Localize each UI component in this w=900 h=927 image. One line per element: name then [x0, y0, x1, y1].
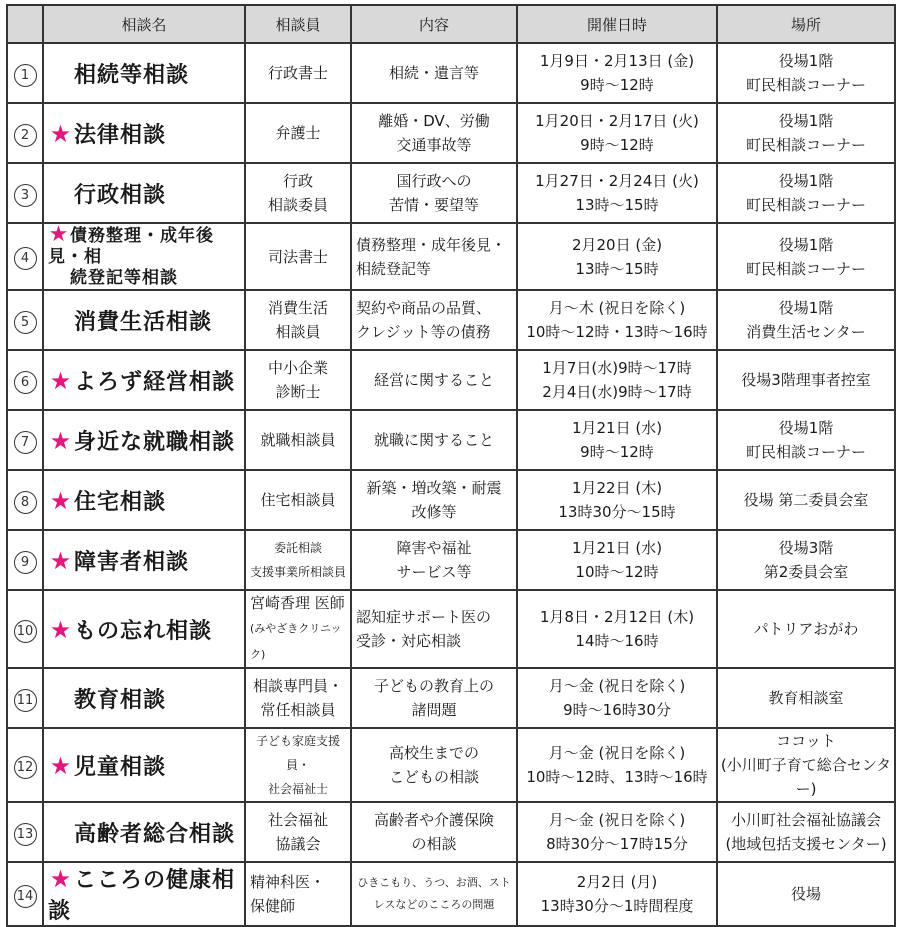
table-row	[7, 530, 895, 590]
date-line: 月～金 (祝日を除く)	[548, 744, 686, 762]
table-row	[7, 223, 895, 290]
staff-cell	[245, 163, 351, 223]
staff-line: 相談委員	[267, 196, 328, 214]
content-line: 交通事故等	[396, 136, 472, 154]
place-cell	[717, 410, 895, 470]
staff-line: 相談員	[275, 323, 321, 341]
table-row	[7, 668, 895, 728]
consultation-name-text: 身近な就職相談	[74, 429, 236, 455]
date-cell	[517, 802, 717, 862]
consultation-name	[43, 290, 245, 350]
consultation-name-text: 障害者相談	[74, 549, 190, 575]
content-line: の相談	[411, 835, 457, 853]
date-line: 2月4日(水)9時～17時	[542, 383, 692, 401]
star-icon: ★	[49, 546, 73, 575]
row-number	[7, 290, 43, 350]
header-place: 場所	[717, 5, 895, 43]
content-line: 改修等	[411, 503, 457, 521]
place-cell	[717, 530, 895, 590]
date-line: 1月8日・2月12日 (木)	[539, 608, 695, 626]
place-line: 役場1階	[778, 299, 834, 317]
consultation-name	[43, 350, 245, 410]
staff-cell	[245, 103, 351, 163]
date-line: 1月21日 (水)	[571, 539, 663, 557]
place-line: 小川町社会福祉協議会	[730, 811, 881, 829]
date-cell	[517, 350, 717, 410]
star-icon: ★	[49, 486, 73, 515]
content-line: 契約や商品の品質、	[356, 299, 492, 317]
date-line: 13時30分～15時	[558, 503, 676, 521]
consultation-name-text: 続登記等相談	[70, 268, 178, 288]
date-cell	[517, 290, 717, 350]
row-number	[7, 862, 43, 926]
table-row	[7, 350, 895, 410]
place-cell	[717, 668, 895, 728]
date-line: 13時30分～1時間程度	[540, 897, 694, 915]
place-cell	[717, 470, 895, 530]
place-cell	[717, 590, 895, 668]
consultation-name-text: 児童相談	[74, 754, 167, 780]
row-number	[7, 802, 43, 862]
place-line: ココット	[776, 732, 836, 750]
place-line: 町民相談コーナー	[745, 136, 866, 154]
staff-line: 保健師	[250, 897, 296, 915]
staff-cell	[245, 350, 351, 410]
row-number	[7, 668, 43, 728]
place-line: 第2委員会室	[763, 563, 849, 581]
consultation-name-text: 債務整理・成年後見・相	[48, 226, 214, 267]
content-line: 子どもの教育上の	[373, 677, 494, 695]
place-cell	[717, 43, 895, 103]
row-number	[7, 43, 43, 103]
place-cell	[717, 223, 895, 290]
date-cell	[517, 103, 717, 163]
place-cell	[717, 862, 895, 926]
star-icon: ★	[48, 222, 70, 247]
consultation-name-text: 教育相談	[74, 687, 167, 713]
content-line: 認知症サポート医の	[356, 608, 492, 626]
content-cell	[351, 802, 517, 862]
consultation-name	[43, 103, 245, 163]
date-line: 9時～12時	[580, 76, 654, 94]
header-date: 開催日時	[517, 5, 717, 43]
row-number	[7, 410, 43, 470]
table-row	[7, 43, 895, 103]
consultation-name-text: 相続等相談	[74, 62, 190, 88]
staff-line: 子ども家庭支援員・	[255, 734, 340, 772]
date-line: 10時～12時、13時～16時	[526, 768, 708, 786]
content-cell	[351, 530, 517, 590]
place-line: 役場3階	[778, 539, 834, 557]
staff-line: 常任相談員	[260, 701, 336, 719]
place-line: 役場1階	[778, 419, 834, 437]
date-line: 8時30分～17時15分	[546, 835, 688, 853]
place-cell	[717, 728, 895, 802]
date-line: 1月21日 (水)	[571, 419, 663, 437]
date-line: 1月27日・2月24日 (火)	[535, 172, 699, 190]
content-line: 苦情・要望等	[388, 196, 479, 214]
staff-line: 精神科医・	[250, 873, 326, 891]
place-line: 町民相談コーナー	[745, 76, 866, 94]
table-row	[7, 410, 895, 470]
header-num	[7, 5, 43, 43]
row-number	[7, 163, 43, 223]
place-line: 町民相談コーナー	[745, 196, 866, 214]
staff-line: 行政書士	[267, 64, 328, 82]
staff-cell	[245, 470, 351, 530]
content-cell	[351, 223, 517, 290]
date-line: 2月20日 (金)	[571, 235, 663, 254]
place-cell	[717, 290, 895, 350]
date-cell	[517, 163, 717, 223]
table-row	[7, 590, 895, 668]
date-cell	[517, 410, 717, 470]
star-icon: ★	[49, 366, 73, 395]
row-number-badge: 10	[14, 620, 37, 643]
staff-line: 弁護士	[275, 124, 321, 142]
header-row	[7, 5, 895, 43]
content-line: ひきこもり、うつ、お酒、スト	[357, 876, 511, 889]
table-row	[7, 802, 895, 862]
star-icon: ★	[49, 615, 73, 644]
row-number-badge: 7	[14, 431, 37, 454]
place-line: 教育相談室	[768, 689, 844, 707]
table-row	[7, 728, 895, 802]
staff-line: (みやざきクリニック)	[250, 622, 342, 661]
staff-cell	[245, 223, 351, 290]
row-number-badge: 2	[14, 124, 37, 147]
place-line: 役場1階	[778, 172, 834, 190]
row-number-badge: 12	[14, 756, 37, 779]
table-row	[7, 103, 895, 163]
staff-line: 社会福祉士	[267, 782, 328, 796]
staff-cell	[245, 530, 351, 590]
date-line: 1月7日(水)9時～17時	[542, 359, 692, 377]
content-cell	[351, 290, 517, 350]
consultation-name-text: 法律相談	[74, 122, 167, 148]
date-line: 月～金 (祝日を除く)	[548, 811, 686, 829]
place-line: 役場	[790, 885, 821, 903]
content-line: 相続登記等	[356, 259, 432, 278]
header-name: 相談名	[43, 5, 245, 43]
row-number	[7, 223, 43, 290]
consultation-name	[43, 223, 245, 290]
staff-line: 消費生活	[267, 299, 328, 317]
content-line: 高校生までの	[388, 744, 479, 762]
row-number	[7, 728, 43, 802]
consultation-name	[43, 802, 245, 862]
place-line: 消費生活センター	[746, 323, 866, 341]
row-number-badge: 5	[14, 311, 37, 334]
content-cell	[351, 350, 517, 410]
consultation-name	[43, 862, 245, 926]
date-line: 1月22日 (木)	[571, 479, 663, 497]
row-number-badge: 14	[14, 885, 37, 908]
staff-line: 協議会	[275, 835, 321, 853]
consultation-name	[43, 43, 245, 103]
row-number	[7, 103, 43, 163]
place-line: 役場1階	[778, 52, 834, 70]
date-cell	[517, 223, 717, 290]
consultation-name-text: 住宅相談	[74, 489, 167, 515]
header-content: 内容	[351, 5, 517, 43]
row-number-badge: 13	[14, 823, 37, 846]
date-line: 10時～12時・13時～16時	[526, 323, 708, 341]
consultation-name	[43, 163, 245, 223]
staff-cell	[245, 290, 351, 350]
content-cell	[351, 410, 517, 470]
row-number	[7, 350, 43, 410]
consultation-name	[43, 530, 245, 590]
consultation-table	[6, 4, 896, 927]
content-line: 離婚・DV、労働	[378, 112, 490, 130]
content-line: 相続・遺言等	[388, 64, 479, 82]
content-line: こどもの相談	[388, 768, 479, 786]
date-cell	[517, 590, 717, 668]
content-line: 諸問題	[411, 701, 457, 719]
content-line: 受診・対応相談	[356, 632, 462, 650]
content-cell	[351, 163, 517, 223]
staff-line: 住宅相談員	[260, 491, 336, 509]
place-line: (小川町子育て総合センター)	[720, 756, 892, 798]
place-line: 役場 第二委員会室	[743, 491, 869, 509]
staff-line: 診断士	[275, 383, 321, 401]
content-line: 高齢者や介護保険	[373, 811, 494, 829]
consultation-name	[43, 728, 245, 802]
date-cell	[517, 862, 717, 926]
place-cell	[717, 103, 895, 163]
date-line: 13時～15時	[575, 196, 659, 214]
consultation-name-text: 高齢者総合相談	[74, 821, 236, 847]
table-row	[7, 163, 895, 223]
staff-line: 行政	[282, 172, 313, 190]
staff-line: 司法書士	[267, 247, 328, 266]
content-cell	[351, 43, 517, 103]
content-cell	[351, 470, 517, 530]
content-line: サービス等	[396, 563, 472, 581]
content-line: 経営に関すること	[373, 371, 494, 389]
place-line: 役場1階	[778, 235, 834, 254]
place-cell	[717, 350, 895, 410]
consultation-name	[43, 668, 245, 728]
content-line: 就職に関すること	[373, 431, 494, 449]
place-line: (地域包括支援センター)	[725, 835, 887, 853]
date-cell	[517, 470, 717, 530]
staff-line: 中小企業	[267, 359, 328, 377]
date-line: 13時～15時	[575, 259, 659, 278]
row-number	[7, 590, 43, 668]
place-line: 町民相談コーナー	[745, 443, 866, 461]
consultation-name	[43, 470, 245, 530]
consultation-name-text: こころの健康相談	[48, 868, 236, 924]
consultation-name-text: もの忘れ相談	[74, 618, 213, 644]
consultation-name-text: 行政相談	[74, 182, 167, 208]
date-line: 月～木 (祝日を除く)	[548, 299, 686, 317]
staff-cell	[245, 862, 351, 926]
consultation-name	[43, 410, 245, 470]
row-number-badge: 9	[14, 551, 37, 574]
row-number-badge: 3	[14, 184, 37, 207]
row-number-badge: 6	[14, 371, 37, 394]
row-number-badge: 4	[14, 247, 37, 270]
table-row	[7, 290, 895, 350]
content-cell	[351, 728, 517, 802]
staff-cell	[245, 668, 351, 728]
staff-cell	[245, 590, 351, 668]
staff-line: 宮崎香理 医師	[250, 594, 345, 612]
table-row	[7, 470, 895, 530]
place-cell	[717, 802, 895, 862]
place-cell	[717, 163, 895, 223]
date-line: 9時～12時	[580, 443, 654, 461]
staff-line: 支援事業所相談員	[249, 565, 346, 579]
table-row	[7, 862, 895, 926]
consultation-name	[43, 590, 245, 668]
row-number-badge: 11	[14, 689, 37, 712]
staff-cell	[245, 43, 351, 103]
staff-cell	[245, 728, 351, 802]
content-line: 債務整理・成年後見・	[356, 235, 507, 254]
staff-line: 就職相談員	[260, 431, 336, 449]
row-number	[7, 530, 43, 590]
content-line: レスなどのこころの問題	[373, 898, 495, 911]
date-line: 1月20日・2月17日 (火)	[535, 112, 699, 130]
place-line: 役場1階	[778, 112, 834, 130]
staff-line: 委託相談	[273, 541, 322, 555]
consultation-name-text: 消費生活相談	[74, 309, 213, 335]
row-number-badge: 1	[14, 64, 37, 87]
content-cell	[351, 668, 517, 728]
staff-cell	[245, 410, 351, 470]
place-line: 町民相談コーナー	[745, 259, 866, 278]
content-line: クレジット等の債務	[356, 323, 491, 341]
row-number	[7, 470, 43, 530]
date-cell	[517, 43, 717, 103]
date-line: 1月9日・2月13日 (金)	[539, 52, 695, 70]
content-line: 障害や福祉	[396, 539, 472, 557]
star-icon: ★	[49, 119, 73, 148]
date-cell	[517, 530, 717, 590]
content-cell	[351, 590, 517, 668]
staff-line: 相談専門員・	[252, 677, 343, 695]
star-icon: ★	[49, 426, 73, 455]
staff-cell	[245, 802, 351, 862]
date-line: 月～金 (祝日を除く)	[548, 677, 686, 695]
staff-line: 社会福祉	[267, 811, 328, 829]
content-line: 国行政への	[396, 172, 472, 190]
date-line: 14時～16時	[575, 632, 659, 650]
date-line: 9時～16時30分	[563, 701, 671, 719]
content-line: 新築・増改築・耐震	[366, 479, 502, 497]
date-line: 2月2日 (月)	[576, 873, 658, 891]
place-line: パトリアおがわ	[753, 620, 859, 638]
header-staff: 相談員	[245, 5, 351, 43]
consultation-name-text: よろず経営相談	[74, 369, 236, 395]
date-line: 10時～12時	[575, 563, 659, 581]
content-cell	[351, 862, 517, 926]
date-line: 9時～12時	[580, 136, 654, 154]
date-cell	[517, 668, 717, 728]
row-number-badge: 8	[14, 491, 37, 514]
date-cell	[517, 728, 717, 802]
star-icon: ★	[49, 865, 73, 893]
content-cell	[351, 103, 517, 163]
star-icon: ★	[49, 751, 73, 780]
place-line: 役場3階理事者控室	[741, 371, 871, 389]
